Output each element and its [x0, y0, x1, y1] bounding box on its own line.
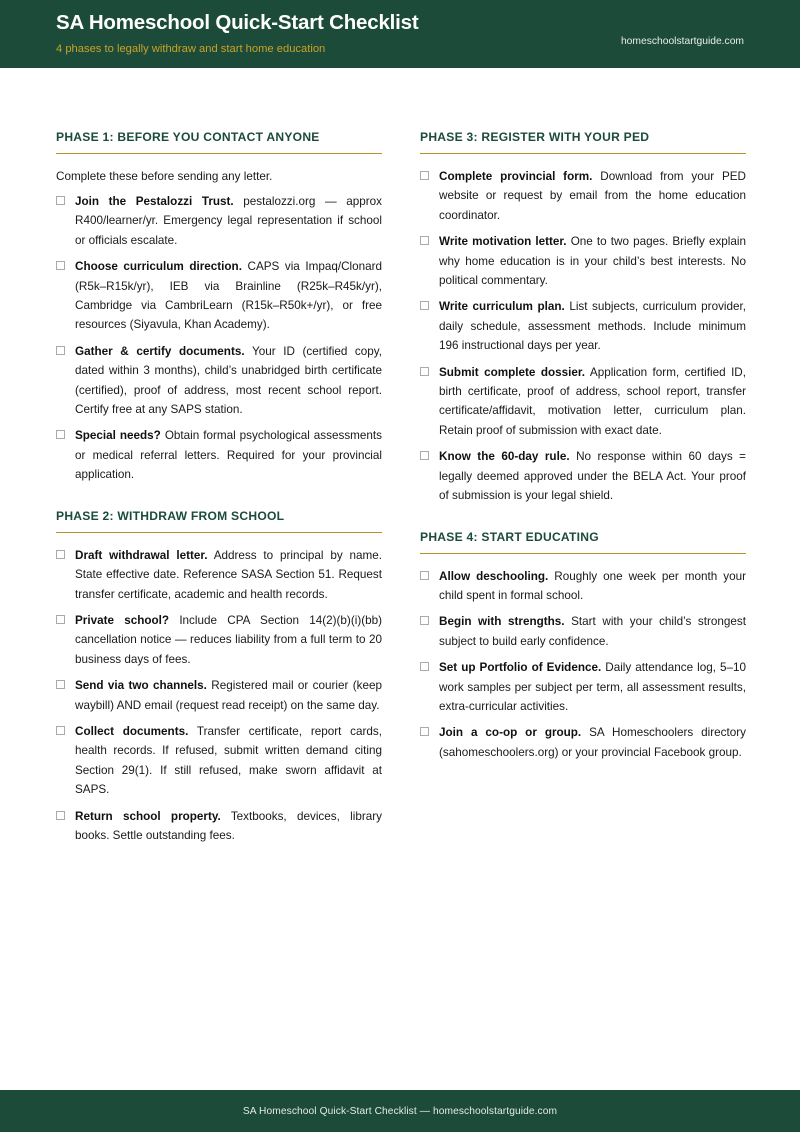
phase-heading: PHASE 3: REGISTER WITH YOUR PED — [420, 130, 746, 154]
checklist — [420, 167, 746, 506]
checklist-item-title: Choose curriculum direction. — [75, 260, 242, 274]
checklist-columns — [56, 130, 747, 845]
checkbox-icon[interactable] — [56, 346, 65, 355]
checklist-item-body: No response within 60 days = legally deemed approved under the BELA Act. Your proof of submission is your legal shield. — [439, 450, 747, 503]
checklist-item-body: Registered mail or courier (keep waybill) AND email (request read receipt) on the same day. — [75, 679, 382, 712]
checklist-item-title: Gather & certify documents. — [75, 344, 245, 358]
checklist-item[interactable] — [56, 192, 382, 250]
checklist-item-body: Textbooks, devices, library books. Settle outstanding fees. — [75, 809, 382, 842]
checklist-item-body: Your ID (certified copy, dated within 3 months), child’s unabridged birth certificate (certified), proof of address, most recent school report. Certify free at any SAPS station. — [75, 344, 382, 417]
checklist-item-title: Join the Pestalozzi Trust. — [75, 195, 234, 208]
checklist-item-body: SA Homeschoolers directory (sahomeschoolers.org) or your provincial Facebook group. — [439, 726, 746, 759]
phase-block — [420, 530, 746, 763]
phase-block — [420, 130, 746, 506]
page-subtitle: 4 phases to legally withdraw and start home education — [56, 43, 326, 55]
footer-text: SA Homeschool Quick-Start Checklist — homeschoolstartguide.com — [242, 1105, 558, 1117]
checkbox-icon[interactable] — [56, 430, 65, 439]
checklist-item-title: Set up Portfolio of Evidence. — [439, 661, 602, 675]
checkbox-icon[interactable] — [56, 550, 65, 559]
checklist-item-body: Include CPA Section 14(2)(b)(i)(bb) cancellation notice — reduces liability from a full term to 20 business days of fees. — [75, 613, 382, 666]
checkbox-icon[interactable] — [420, 171, 429, 180]
checklist-item-body: Download from your PED website or request by email from the home education coordinator. — [439, 170, 746, 222]
checklist-item-body: Transfer certificate, report cards, health records. If refused, submit written demand citing Section 29(1). If still refused, make sworn affidavit at SAPS. — [75, 724, 382, 797]
checklist-item[interactable] — [420, 567, 746, 606]
checklist-item-title: Allow deschooling. — [439, 569, 549, 583]
checkbox-icon[interactable] — [56, 196, 65, 205]
checklist-item[interactable] — [56, 257, 382, 335]
checklist-item[interactable] — [56, 426, 382, 484]
checklist-item-title: Join a co-op or group. — [439, 726, 582, 740]
checkbox-icon[interactable] — [420, 301, 429, 310]
checklist-item-title: Collect documents. — [75, 724, 189, 738]
checklist-item[interactable] — [420, 232, 746, 290]
checklist-item-title: Write curriculum plan. — [439, 300, 565, 314]
page-title: SA Homeschool Quick-Start Checklist — [56, 11, 419, 34]
checkbox-icon[interactable] — [56, 726, 65, 735]
checklist-item[interactable] — [420, 447, 746, 505]
checklist — [420, 567, 746, 763]
checklist-item-body: CAPS via Impaq/Clonard (R5k–R15k/yr), IEB via Brainline (R25k–R45k/yr), Cambridge via CambriLearn (R15k–R50k+/yr), or free resources (Siyavula, Khan Academy). — [75, 260, 383, 332]
checklist-item[interactable] — [420, 658, 746, 716]
checkbox-icon[interactable] — [56, 680, 65, 689]
checklist-sheet — [0, 68, 800, 845]
checkbox-icon[interactable] — [420, 367, 429, 376]
checklist-item-title: Know the 60-day rule. — [439, 450, 570, 464]
checkbox-icon[interactable] — [420, 451, 429, 460]
checkbox-icon[interactable] — [420, 662, 429, 671]
page-footer — [0, 1090, 800, 1132]
checklist-item-body: pestalozzi.org — approx R400/learner/yr. Emergency legal representation if school or officials escalate. — [75, 195, 382, 247]
checklist-item-title: Send via two channels. — [75, 679, 207, 693]
checklist-item-title: Return school property. — [75, 809, 221, 823]
checklist-item-title: Draft withdrawal letter. — [75, 548, 208, 562]
checklist-item-body: Daily attendance log, 5–10 work samples per subject per term, all assessment results, extra-curricular activities. — [439, 661, 746, 713]
checklist-item[interactable] — [56, 546, 382, 604]
checklist-item-body: One to two pages. Briefly explain why home education is in your child’s best interests. No political commentary. — [439, 235, 746, 288]
checklist-item[interactable] — [420, 363, 746, 441]
checklist-item-body: Application form, certified ID, birth certificate, proof of address, school report, transfer certificate/affidavit, motivation letter, curriculum plan. Retain proof of submission with exact date. — [439, 365, 746, 437]
checklist-item[interactable] — [420, 167, 746, 225]
checkbox-icon[interactable] — [420, 236, 429, 245]
checklist-item[interactable] — [56, 676, 382, 715]
checklist — [56, 192, 382, 485]
checklist-item-title: Complete provincial form. — [439, 170, 593, 183]
checklist-item[interactable] — [420, 723, 746, 762]
phase-heading: PHASE 2: WITHDRAW FROM SCHOOL — [56, 509, 382, 533]
checkbox-icon[interactable] — [420, 616, 429, 625]
checklist-item[interactable] — [56, 807, 382, 846]
checklist-item-title: Write motivation letter. — [439, 235, 567, 249]
phase-intro: Complete these before sending any letter. — [56, 170, 273, 183]
header-site-url: homeschoolstartguide.com — [620, 36, 744, 47]
phase-heading: PHASE 4: START EDUCATING — [420, 530, 746, 554]
checklist-item-title: Special needs? — [75, 429, 161, 443]
checkbox-icon[interactable] — [56, 261, 65, 270]
checklist-item[interactable] — [56, 722, 382, 800]
phase-block — [56, 509, 382, 846]
checklist-item[interactable] — [56, 342, 382, 420]
page-header — [0, 0, 800, 68]
checklist-item-body: Roughly one week per month your child spent in formal school. — [439, 569, 747, 602]
checklist-item[interactable] — [420, 612, 746, 651]
checkbox-icon[interactable] — [56, 615, 65, 624]
checklist — [56, 546, 382, 846]
checklist-item-body: List subjects, curriculum provider, daily schedule, assessment methods. Include minimum 196 instructional days per year. — [439, 300, 746, 353]
right-column — [420, 130, 746, 762]
checklist-item-title: Private school? — [75, 613, 170, 627]
left-column — [56, 130, 382, 845]
checklist-item-title: Begin with strengths. — [439, 615, 565, 629]
checklist-item-body: Address to principal by name. State effective date. Reference SASA Section 51. Request transfer certificate, academic and health records. — [75, 548, 382, 601]
phase-block — [56, 130, 382, 485]
checkbox-icon[interactable] — [56, 811, 65, 820]
phase-heading: PHASE 1: BEFORE YOU CONTACT ANYONE — [56, 130, 382, 154]
checkbox-icon[interactable] — [420, 571, 429, 580]
checklist-item[interactable] — [56, 611, 382, 669]
checklist-item-body: Start with your child’s strongest subject to build early confidence. — [439, 615, 747, 648]
checklist-item[interactable] — [420, 297, 746, 355]
checklist-item-title: Submit complete dossier. — [439, 365, 586, 379]
checkbox-icon[interactable] — [420, 727, 429, 736]
checklist-item-body: Obtain formal psychological assessments or medical referral letters. Required for your provincial application. — [75, 429, 383, 482]
